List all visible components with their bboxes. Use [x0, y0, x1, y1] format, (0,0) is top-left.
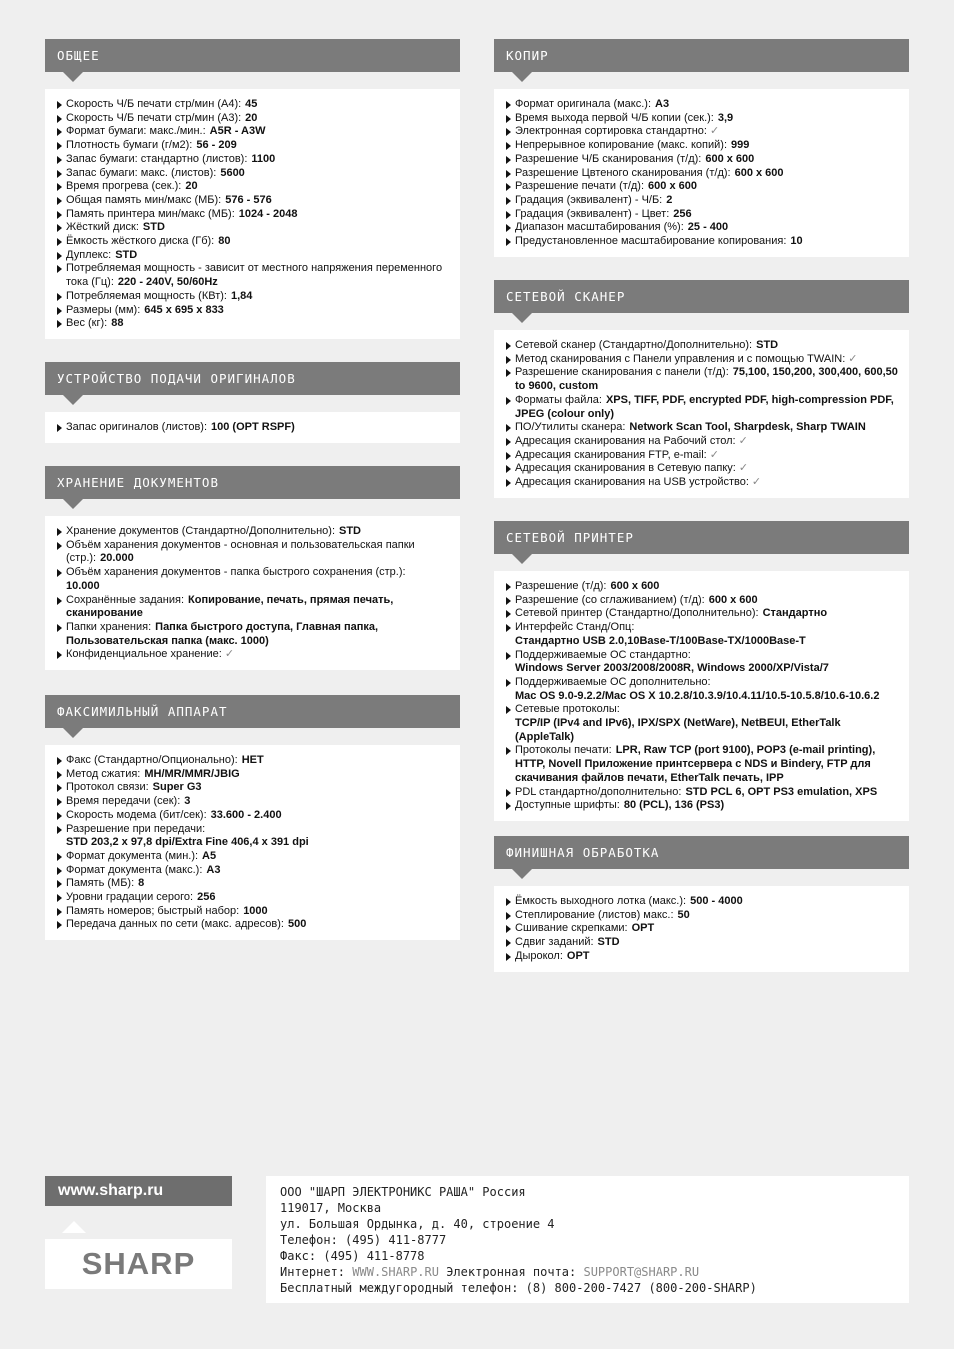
spec-value: 45 — [245, 98, 258, 110]
section-header: ХРАНЕНИЕ ДОКУМЕНТОВ — [45, 466, 460, 499]
section-body — [494, 571, 909, 821]
spec-label: Запас оригиналов (листов): — [66, 421, 208, 433]
section-finishing — [494, 836, 909, 972]
spec-value: A3 — [206, 863, 221, 876]
spec-value: STD 203,2 x 97,8 dpi/Extra Fine 406,4 x 391 dpi — [66, 836, 309, 849]
spec-item — [504, 167, 899, 181]
section-document-storage — [45, 466, 460, 670]
spec-label: Время выхода первой Ч/Б копии (сек.): — [515, 111, 714, 124]
spec-label: Адресация сканирования на USB устройство: — [515, 476, 749, 489]
section-body — [494, 330, 909, 498]
spec-value: 10 — [790, 235, 803, 248]
internet-link[interactable]: WWW.SHARP.RU — [352, 1265, 439, 1279]
spec-value: Windows Server 2003/2008/2008R, Windows 2000/XP/Vista/7 — [515, 662, 829, 675]
sharp-logo: SHARP — [45, 1239, 232, 1289]
spec-label: Плотность бумаги (г/м2): — [66, 139, 193, 152]
spec-item — [504, 895, 899, 909]
spec-item — [504, 194, 899, 208]
checkmark-icon: ✓ — [709, 448, 719, 461]
spec-value: STD PCL 6, OPT PS3 emulation, XPS — [685, 785, 878, 798]
spec-item — [55, 139, 450, 153]
spec-value: A5R - A3W — [209, 125, 266, 138]
spec-item — [55, 167, 450, 181]
spec-item — [55, 180, 450, 194]
section-header: ОБЩЕЕ — [45, 39, 460, 72]
spec-label: Диапазон масштабирования (%): — [515, 221, 684, 234]
spec-label: Вес (кг): — [66, 317, 108, 330]
spec-item — [504, 594, 899, 608]
spec-label: Адресация сканирования на Рабочий стол: — [515, 434, 736, 447]
spec-value: STD — [756, 339, 779, 351]
section-general — [45, 39, 460, 339]
spec-value: Папка быстрого доступа, Главная папка, Пользовательская папка (макс. 1000) — [66, 620, 379, 647]
spec-item — [504, 909, 899, 923]
spec-item — [504, 449, 899, 463]
spec-value: Super G3 — [152, 781, 202, 794]
spec-value: 8 — [138, 877, 145, 890]
spec-item — [55, 621, 450, 648]
checkmark-icon: ✓ — [224, 648, 235, 661]
spec-label: Ёмкость жёсткого диска (Гб): — [66, 235, 215, 248]
spec-value: Стандартно USB 2.0,10Base-T/100Base-TX/1000Base-T — [515, 634, 806, 647]
spec-label: Предустановленное масштабирование копирования: — [515, 235, 787, 248]
spec-item — [504, 125, 899, 139]
spec-item — [55, 905, 450, 919]
spec-label: Протокол связи: — [66, 781, 149, 794]
spec-value: 20 — [185, 180, 198, 193]
section-header: СЕТЕВОЙ ПРИНТЕР — [494, 521, 909, 554]
checkmark-icon: ✓ — [751, 476, 762, 489]
spec-value: Стандартно — [762, 607, 828, 620]
company-name: ООО "ШАРП ЭЛЕКТРОНИКС РАША" Россия — [280, 1185, 526, 1199]
email-label: Электронная почта: — [446, 1265, 577, 1279]
spec-value: 75,100, 150,200, 300,400, 600,50 to 9600, custom — [515, 366, 898, 393]
spec-item — [55, 877, 450, 891]
spec-label: Ёмкость выходного лотка (макс.): — [515, 895, 687, 907]
spec-label: Уровни градации серого: — [66, 891, 194, 904]
spec-label: Факс (Стандартно/Опционально): — [66, 754, 238, 766]
contact-address — [266, 1176, 909, 1303]
checkmark-icon: ✓ — [848, 352, 858, 365]
spec-item — [55, 823, 450, 850]
spec-value: 600 x 600 — [648, 180, 697, 193]
spec-item — [55, 112, 450, 126]
section-header: СЕТЕВОЙ СКАНЕР — [494, 280, 909, 313]
street-address: ул. Большая Ордынка, д. 40, строение 4 — [280, 1217, 555, 1231]
spec-label: Скорость Ч/Б печати стр/мин (А4): — [66, 98, 242, 110]
spec-item — [504, 922, 899, 936]
spec-label: Сетевой сканер (Стандартно/Дополнительно): — [515, 339, 753, 351]
spec-label: Конфиденциальное хранение: — [66, 648, 222, 661]
spec-label: Папки хранения: — [66, 620, 152, 633]
section-body — [45, 516, 460, 670]
spec-value: OPT — [631, 922, 655, 935]
spec-value: 999 — [731, 139, 750, 152]
section-header: ФИНИШНАЯ ОБРАБОТКА — [494, 836, 909, 869]
spec-item — [55, 648, 450, 662]
spec-label: Дуплекс: — [66, 248, 112, 261]
spec-value: OPT — [566, 949, 590, 962]
spec-item — [504, 235, 899, 249]
spec-value: Network Scan Tool, Sharpdesk, Sharp TWAIN — [629, 421, 866, 434]
spec-item — [55, 153, 450, 167]
spec-item — [504, 221, 899, 235]
spec-item — [504, 139, 899, 153]
spec-label: PDL стандартно/дополнительно: — [515, 785, 682, 798]
spec-label: Формат бумаги: макс./мин.: — [66, 125, 206, 138]
spec-label: Сетевой принтер (Стандартно/Дополнительно): — [515, 607, 759, 620]
spec-label: Разрешение сканирования с панели (т/д): — [515, 366, 729, 379]
spec-label: Скорость модема (бит/сек): — [66, 808, 207, 821]
checkmark-icon: ✓ — [738, 462, 749, 475]
spec-item — [504, 353, 899, 367]
spec-label: Объём харанения документов - основная и пользовательская папки (стр.): — [66, 538, 415, 565]
section-body — [494, 886, 909, 972]
spec-item — [504, 366, 899, 393]
spec-label: Адресация сканирования в Сетевую папку: — [515, 462, 736, 475]
spec-label: Запас бумаги: макс. (листов): — [66, 166, 217, 179]
section-body — [45, 89, 460, 339]
spec-item — [504, 580, 899, 594]
spec-item — [55, 566, 450, 593]
spec-label: Градация (эквивалент) - Ч/Б: — [515, 193, 663, 206]
section-document-feeder — [45, 362, 460, 443]
spec-value: 10.000 — [66, 579, 100, 592]
spec-value: 500 — [287, 918, 307, 931]
spec-label: Непрерывное копирование (макс. копий): — [515, 139, 728, 152]
spec-value: 80 — [218, 235, 231, 248]
spec-label: Дырокол: — [515, 949, 563, 962]
spec-item — [504, 394, 899, 421]
spec-item — [504, 786, 899, 800]
spec-item — [504, 703, 899, 744]
website-label[interactable]: www.sharp.ru — [45, 1176, 232, 1206]
spec-value: STD — [339, 525, 361, 537]
section-network-scanner — [494, 280, 909, 498]
spec-value: 256 — [197, 891, 216, 904]
spec-item — [504, 462, 899, 476]
spec-label: Степлирование (листов) макс.: — [515, 908, 674, 921]
spec-item — [55, 918, 450, 932]
spec-label: Общая память мин/макс (МБ): — [66, 193, 222, 206]
section-copier — [494, 39, 909, 257]
spec-label: Разрешение Ч/Б сканирования (т/д): — [515, 152, 702, 165]
spec-label: Размеры (мм): — [66, 303, 141, 316]
spec-value: TCP/IP (IPv4 and IPv6), IPX/SPX (NetWare), NetBEUI, EtherTalk (AppleTalk) — [515, 717, 841, 743]
spec-item — [55, 781, 450, 795]
spec-item — [504, 112, 899, 126]
spec-item — [55, 421, 450, 435]
spec-value: 80 (PCL), 136 (PS3) — [623, 799, 725, 812]
spec-item — [55, 795, 450, 809]
spec-value: STD — [597, 936, 620, 949]
spec-value: 56 - 209 — [196, 139, 237, 152]
spec-value: 1024 - 2048 — [238, 207, 298, 220]
spec-item — [504, 649, 899, 676]
spec-label: Формат документа (макс.): — [66, 863, 203, 876]
spec-value: НЕТ — [241, 754, 264, 766]
spec-value: 25 - 400 — [687, 221, 729, 234]
spec-value: XPS, TIFF, PDF, encrypted PDF, high-compression PDF, JPEG (colour only) — [515, 393, 894, 420]
spec-item — [504, 950, 899, 964]
spec-value: 33.600 - 2.400 — [210, 808, 282, 821]
spec-value: Mac OS 9.0-9.2.2/Mac OS X 10.2.8/10.3.9/10.4.11/10.5-10.5.8/10.6-10.6.2 — [515, 689, 880, 702]
spec-item — [55, 249, 450, 263]
spec-value: 600 x 600 — [610, 580, 660, 592]
spec-item — [55, 262, 450, 289]
spec-value: 2 — [666, 193, 673, 206]
spec-label: Время прогрева (сек.): — [66, 180, 182, 193]
spec-label: Протоколы печати: — [515, 744, 612, 757]
spec-item — [55, 864, 450, 878]
spec-item — [504, 421, 899, 435]
spec-label: ПО/Утилиты сканера: — [515, 421, 626, 434]
hotline-number: Бесплатный междугородный телефон: (8) 800-200-7427 (800-200-SHARP) — [280, 1281, 757, 1295]
spec-value: A5 — [202, 849, 217, 862]
spec-value: 1000 — [243, 904, 268, 917]
spec-item — [504, 208, 899, 222]
spec-value: 600 x 600 — [708, 593, 758, 606]
spec-label: Электронная сортировка стандартно: — [515, 125, 707, 138]
spec-item — [504, 744, 899, 785]
spec-label: Разрешение (со сглаживанием) (т/д): — [515, 593, 705, 606]
spec-label: Поддерживаемые ОС стандартно: — [515, 648, 691, 661]
spec-item — [55, 539, 450, 566]
spec-value: 20 — [245, 111, 258, 124]
spec-label: Память (МБ): — [66, 877, 135, 890]
section-body — [494, 89, 909, 257]
spec-label: Доступные шрифты: — [515, 799, 620, 812]
postcode-city: 119017, Москва — [280, 1201, 382, 1215]
spec-value: A3 — [655, 98, 670, 110]
spec-value: 600 x 600 — [705, 152, 755, 165]
spec-label: Разрешение (т/д): — [515, 580, 607, 592]
spec-label: Потребляемая мощность (КВт): — [66, 289, 227, 302]
spec-item — [55, 98, 450, 112]
spec-value: 645 x 695 x 833 — [144, 303, 224, 316]
spec-label: Память принтера мин/макс (МБ): — [66, 207, 235, 220]
section-body — [45, 745, 460, 940]
spec-value: 3 — [184, 795, 191, 808]
spec-label: Сохранённые задания: — [66, 593, 185, 606]
spec-value: 220 - 240V, 50/60Hz — [117, 276, 218, 289]
spec-label: Разрешение Цвтеного сканирования (т/д): — [515, 166, 731, 179]
spec-label: Форматы файла: — [515, 393, 602, 406]
spec-item — [55, 304, 450, 318]
spec-item — [55, 754, 450, 768]
spec-value: 3,9 — [717, 111, 734, 124]
spec-label: Градация (эквивалент) - Цвет: — [515, 207, 670, 220]
spec-value: 20.000 — [100, 552, 134, 565]
spec-label: Метод сжатия: — [66, 767, 141, 780]
spec-label: Сетевые протоколы: — [515, 703, 620, 716]
spec-item — [55, 125, 450, 139]
spec-label: Разрешение при передачи: — [66, 822, 206, 835]
spec-value: Копирование, печать, прямая печать, сканирование — [66, 593, 394, 620]
checkmark-icon: ✓ — [709, 125, 720, 138]
spec-label: Поддерживаемые ОС дополнительно: — [515, 675, 711, 688]
spec-item — [504, 435, 899, 449]
section-header: КОПИР — [494, 39, 909, 72]
spec-value: MH/MR/MMR/JBIG — [144, 767, 240, 780]
spec-item — [55, 594, 450, 621]
spec-label: Запас бумаги: стандартно (листов): — [66, 152, 248, 165]
spec-value: 100 (OPT RSPF) — [211, 421, 295, 433]
spec-item — [504, 98, 899, 112]
spec-value: LPR, Raw TCP (port 9100), POP3 (e-mail printing), HTTP, Novell Приложение принтсервера с NDS и Bindery, FTP для скачивания файлов печати, EtherTalk печать, IPP — [515, 744, 876, 784]
section-header: ФАКСИМИЛЬНЫЙ АППАРАТ — [45, 695, 460, 728]
spec-item — [504, 476, 899, 490]
section-body — [45, 412, 460, 443]
section-network-printer — [494, 521, 909, 821]
spec-item — [504, 676, 899, 703]
spec-item — [504, 799, 899, 813]
spec-item — [55, 525, 450, 539]
spec-label: Метод сканирования с Панели управления и с помощью TWAIN: — [515, 352, 846, 365]
spec-item — [504, 607, 899, 621]
section-header: УСТРОЙСТВО ПОДАЧИ ОРИГИНАЛОВ — [45, 362, 460, 395]
spec-item — [504, 621, 899, 648]
logo-notch — [62, 1221, 86, 1233]
internet-label: Интернет: — [280, 1265, 346, 1279]
spec-item — [55, 809, 450, 823]
spec-label: Адресация сканирования FTP, e-mail: — [515, 448, 707, 461]
spec-item — [55, 208, 450, 222]
spec-item — [504, 180, 899, 194]
spec-item — [504, 153, 899, 167]
checkmark-icon: ✓ — [738, 434, 748, 447]
spec-label: Потребляемая мощность - зависит от местного напряжения переменного тока (Гц): — [66, 262, 443, 289]
spec-value: 1,84 — [230, 289, 253, 302]
spec-item — [55, 850, 450, 864]
spec-item — [55, 235, 450, 249]
fax-number: Факс: (495) 411-8778 — [280, 1249, 425, 1263]
spec-value: 500 - 4000 — [690, 895, 743, 907]
spec-item — [55, 194, 450, 208]
spec-value: 256 — [673, 207, 692, 220]
email-link[interactable]: SUPPORT@SHARP.RU — [583, 1265, 700, 1279]
spec-item — [55, 290, 450, 304]
spec-label: Интерфейс Станд/Опц: — [515, 621, 635, 634]
spec-value: 1100 — [251, 152, 276, 165]
spec-item — [55, 317, 450, 331]
spec-value: STD — [142, 221, 165, 234]
spec-value: 50 — [677, 908, 690, 921]
spec-value: 600 x 600 — [734, 166, 784, 179]
spec-label: Передача данных по сети (макс. адресов): — [66, 918, 284, 931]
spec-item — [55, 891, 450, 905]
phone-number: Телефон: (495) 411-8777 — [280, 1233, 447, 1247]
spec-label: Разрешение печати (т/д): — [515, 180, 645, 193]
spec-item — [504, 339, 899, 353]
spec-label: Сдвиг заданий: — [515, 936, 594, 949]
spec-label: Память номеров; быстрый набор: — [66, 904, 240, 917]
spec-value: STD — [115, 248, 138, 261]
spec-value: 576 - 576 — [225, 193, 272, 206]
spec-label: Объём харанения документов - папка быстрого сохранения (стр.): — [66, 566, 406, 579]
spec-label: Формат оригинала (макс.): — [515, 98, 652, 110]
spec-label: Жёсткий диск: — [66, 221, 139, 234]
spec-item — [504, 936, 899, 950]
spec-label: Сшивание скрепками: — [515, 922, 628, 935]
internet-line — [280, 1264, 895, 1280]
section-fax — [45, 695, 460, 940]
spec-label: Формат документа (мин.): — [66, 849, 199, 862]
spec-label: Скорость Ч/Б печати стр/мин (А3): — [66, 111, 242, 124]
spec-value: 88 — [111, 317, 124, 330]
spec-value: 5600 — [220, 166, 245, 179]
spec-item — [55, 768, 450, 782]
spec-item — [55, 221, 450, 235]
spec-label: Время передачи (сек): — [66, 795, 181, 808]
spec-label: Хранение документов (Стандартно/Дополнительно): — [66, 525, 335, 537]
